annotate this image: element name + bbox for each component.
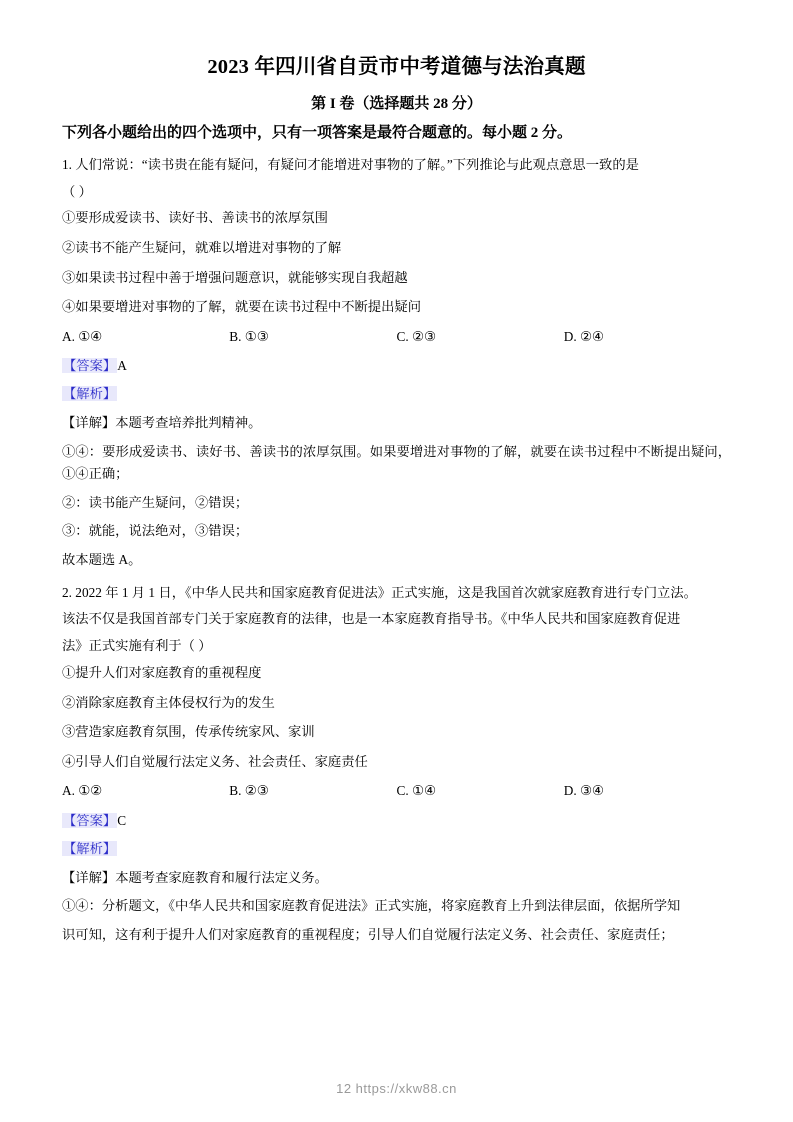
answer-value: A [117,357,127,373]
answer-tag: 【答案】 [63,812,117,828]
question-block [62,582,731,947]
option-b: B. ②③ [229,783,269,799]
question-item: ③营造家庭教育氛围，传承传统家风、家训 [62,724,315,740]
option-d: D. ③④ [563,783,604,799]
detail-text: 本题考查家庭教育和履行法定义务。 [115,869,328,885]
question-item: ①要形成爱读书、读好书、善读书的浓厚氛围 [62,210,328,226]
section-title: 第 I 卷（选择题共 28 分） [311,95,482,112]
detail-line [62,867,731,890]
detail-label: 【详解】 [62,415,116,431]
explanation-line: ①④：分析题文，《中华人民共和国家庭教育促进法》正式实施，将家庭教育上升到法律层面，依据所学知 [62,898,681,914]
answer-line [62,355,731,378]
option-a: A. ①④ [62,328,103,344]
option-a: A. ①② [62,783,103,799]
question-item: ①提升人们对家庭教育的重视程度 [62,665,262,681]
option-b: B. ①③ [229,328,269,344]
answer-tag: 【答案】 [63,357,117,373]
answer-line [62,810,731,833]
option-d: D. ②④ [563,328,604,344]
detail-label: 【详解】 [62,869,116,885]
question-item: ②消除家庭教育主体侵权行为的发生 [62,694,275,710]
options-row [62,780,731,801]
detail-text: 本题考查培养批判精神。 [115,415,262,431]
question-stem-line: 法》正式实施有利于（ ） [62,638,212,654]
question-stem-line: 该法不仅是我国首部专门关于家庭教育的法律，也是一本家庭教育指导书。《中华人民共和国家庭教育促进 [62,611,681,627]
detail-line [62,412,731,435]
analysis-tag: 【解析】 [63,386,117,402]
question-stem-line: （ ） [62,183,92,199]
answer-value: C [117,812,127,828]
explanation-line: 识可知，这有利于提升人们对家庭教育的重视程度；引导人们自觉履行法定义务、社会责任、家庭责任； [62,926,674,942]
explanation-line: ①④：要形成爱读书、读好书、善读书的浓厚氛围。如果要增进对事物的了解，就要在读书过程中不断提出疑问，①④正确； [62,443,731,482]
page-footer: 12 https://xkw88.cn [336,1081,457,1096]
analysis-line [62,383,731,406]
question-item: ②读书不能产生疑问，就难以增进对事物的了解 [62,240,342,255]
options-row [62,326,731,347]
analysis-tag: 【解析】 [63,841,117,857]
option-c: C. ②③ [396,328,436,344]
question-item: ③如果读书过程中善于增强问题意识，就能够实现自我超越 [62,269,408,285]
question-item: ④如果要增进对事物的了解，就要在读书过程中不断提出疑问 [62,299,422,315]
page-title: 2023 年四川省自贡市中考道德与法治真题 [207,56,586,78]
instruction-text: 下列各小题给出的四个选项中，只有一项答案是最符合题意的。每小题 2 分。 [62,125,573,142]
question-stem-line: 1. 人们常说：“读书贵在能有疑问，有疑问才能增进对事物的了解。”下列推论与此观点意思一致的是 [62,156,639,172]
analysis-line [62,838,731,861]
question-item: ④引导人们自觉履行法定义务、社会责任、家庭责任 [62,753,368,769]
option-c: C. ①④ [396,783,436,799]
question-stem-line: 2. 2022 年 1 月 1 日，《中华人民共和国家庭教育促进法》正式实施，这是我国首次就家庭教育进行专门立法。 [62,584,697,600]
explanation-line: ②：读书能产生疑问，②错误； [62,494,249,510]
explanation-line: 故本题选 A。 [62,552,142,568]
explanation-line: ③：就能，说法绝对，③错误； [62,523,249,539]
question-block [62,154,731,572]
